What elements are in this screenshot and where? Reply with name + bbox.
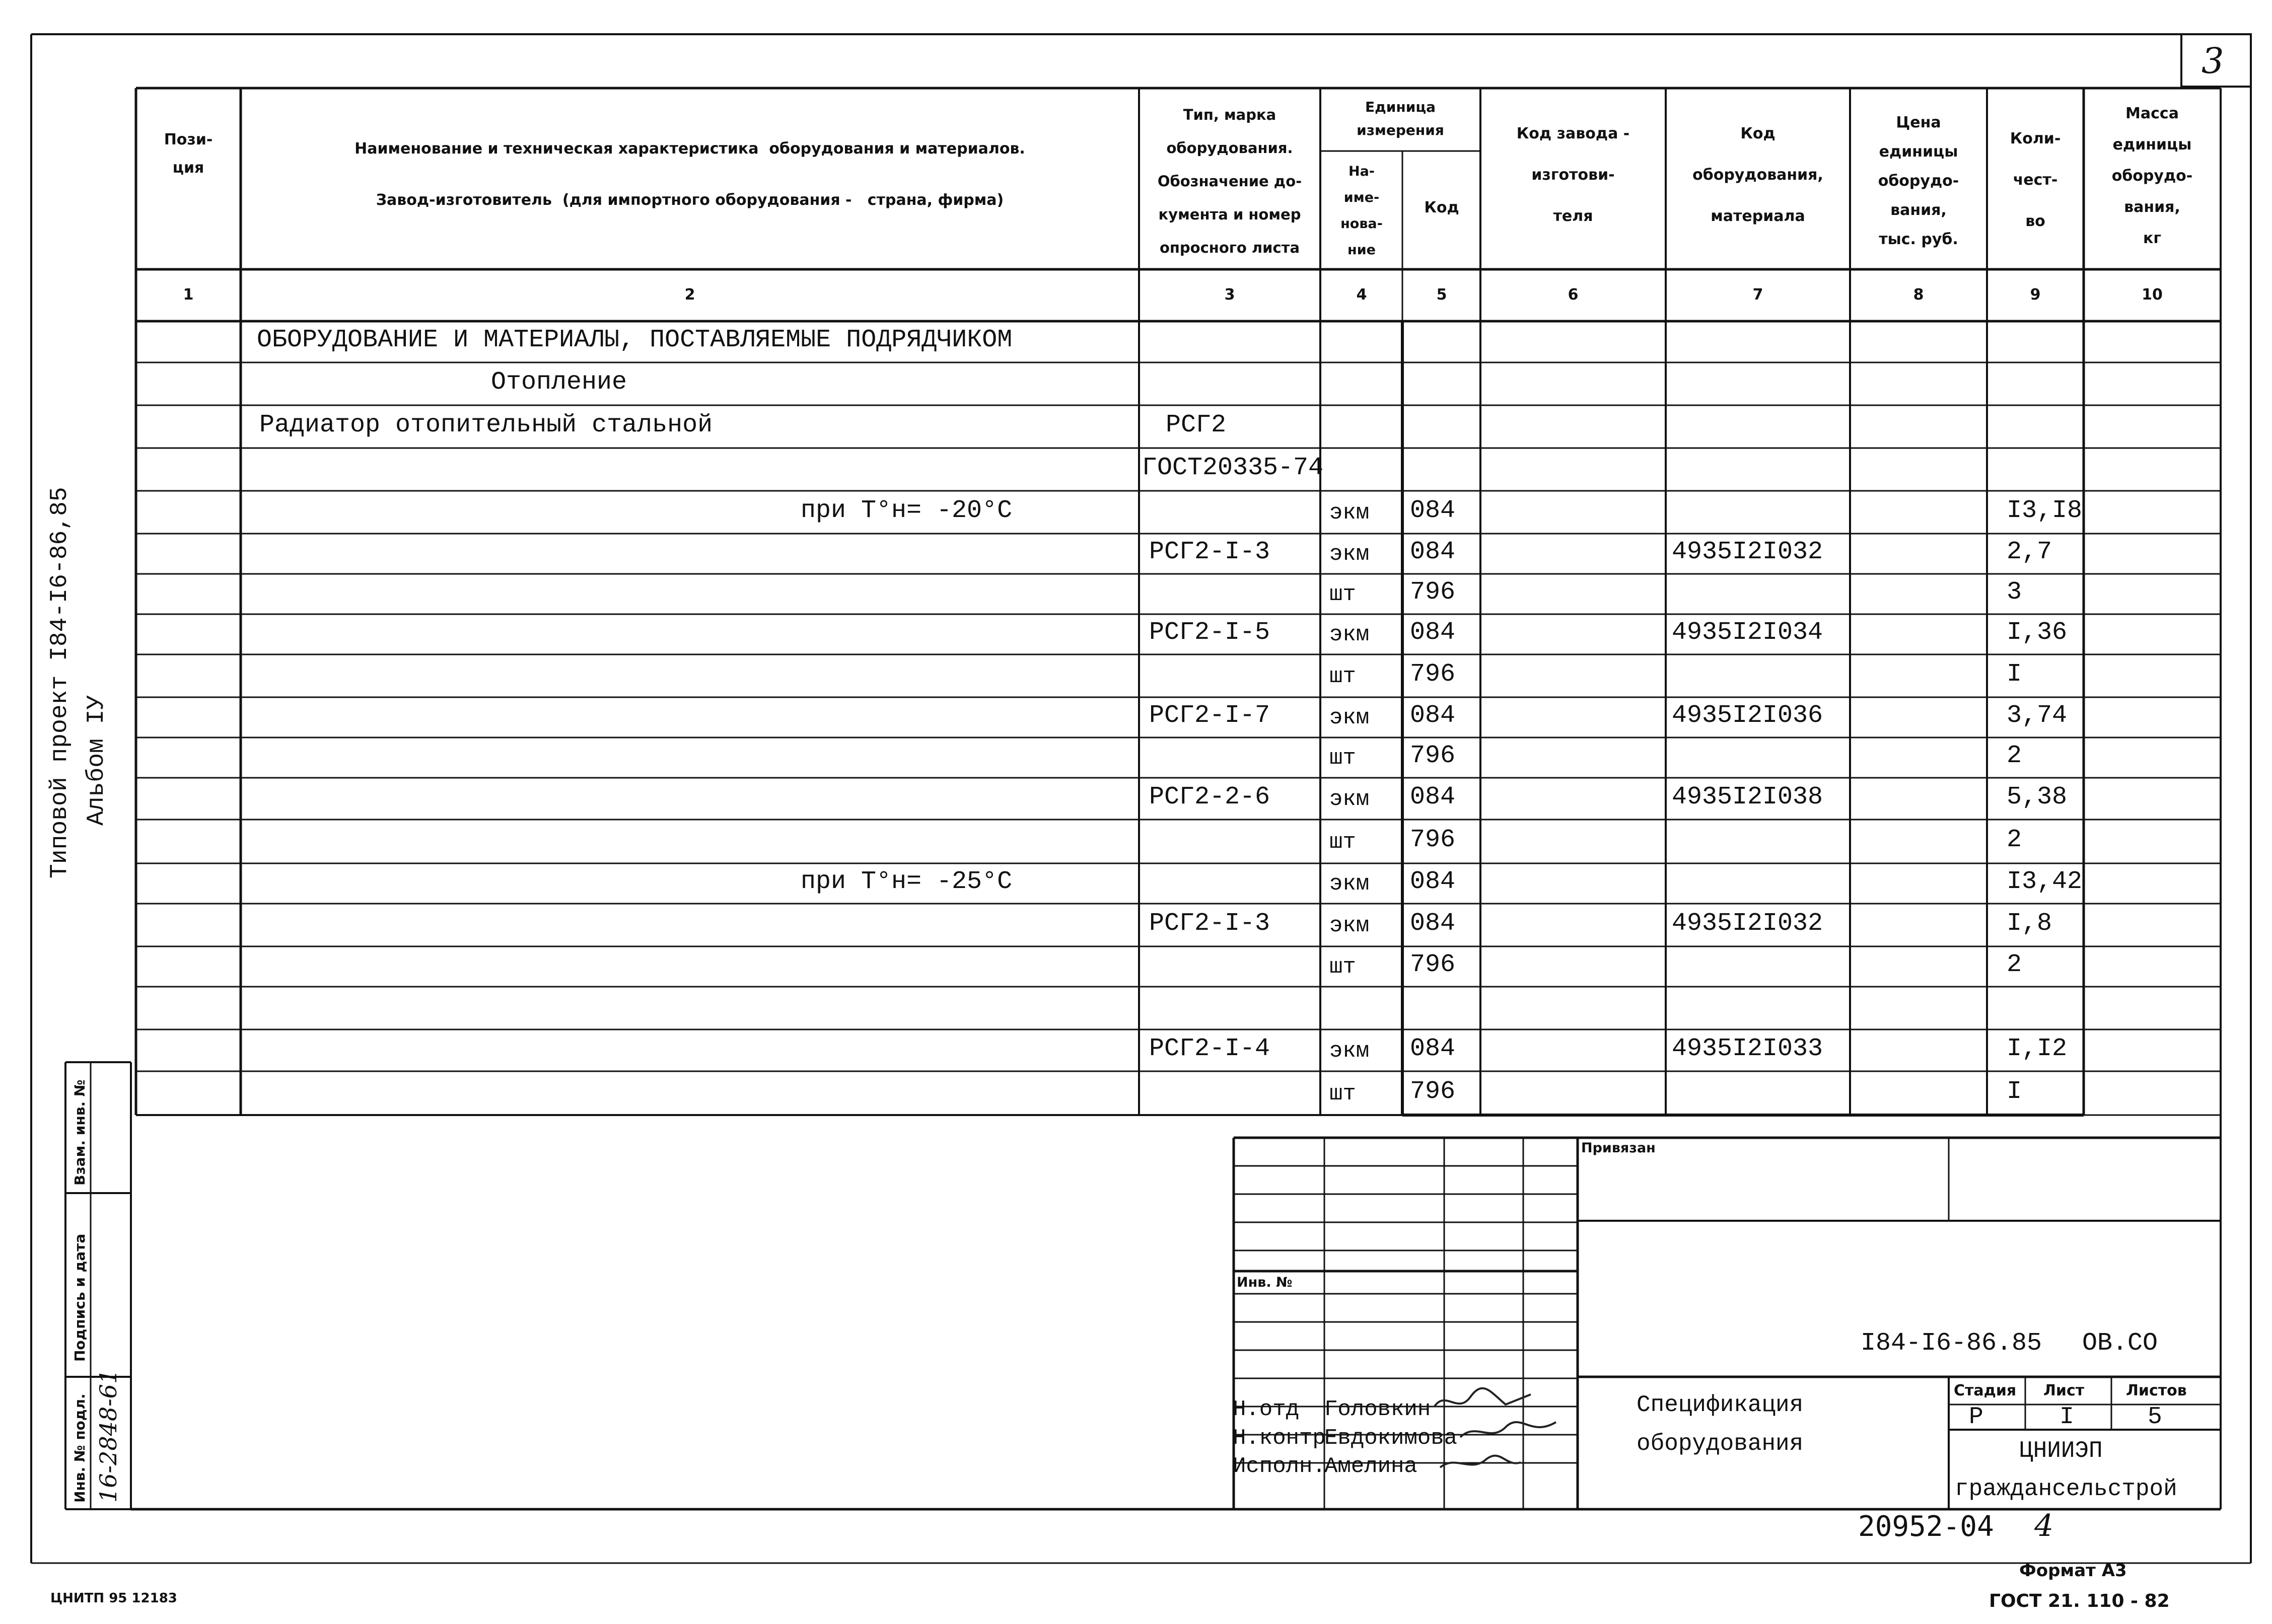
signature-marks: [1430, 1387, 1601, 1488]
stamp-orig-inv: Инв. № подл.: [72, 1393, 88, 1503]
tb-sheets: 5: [2148, 1404, 2162, 1431]
header-col-2-line1: Наименование и техническая характеристика оборудования и материалов.: [354, 140, 1025, 158]
cell-ucode: 796: [1410, 1077, 1456, 1106]
stamp-sign-date: Подпись и дата: [72, 1233, 88, 1362]
cell-ucode: 084: [1410, 782, 1456, 811]
cell-ucode: 084: [1410, 618, 1456, 647]
cell-unit: шт: [1329, 829, 1356, 855]
col-num-2: 2: [684, 286, 695, 304]
tb-staff-role-3: Исполн.: [1233, 1454, 1326, 1479]
cell-unit: шт: [1329, 954, 1356, 980]
cell-qty: 5,38: [2007, 782, 2068, 811]
col-num-4: 4: [1356, 286, 1367, 304]
cell-type: РСГ2-2-6: [1149, 782, 1270, 811]
cell-unit: экм: [1329, 705, 1370, 730]
print-mark: ЦНИТП 95 12183: [50, 1591, 177, 1606]
header-col-7: Код оборудования, материала: [1692, 125, 1823, 225]
cell-name: Отопление: [491, 367, 627, 397]
table-row: [0, 904, 2272, 946]
tb-doc-suffix: ОВ.СО: [2082, 1329, 2158, 1358]
cell-unit: шт: [1329, 746, 1356, 771]
archive-sheet: 4: [2034, 1508, 2054, 1543]
tb-title-line1: Спецификация: [1637, 1392, 1804, 1418]
tb-staff-name-1: Головкин: [1324, 1397, 1431, 1422]
tb-stage-label: Стадия: [1954, 1382, 2017, 1399]
cell-type: РСГ2-I-5: [1149, 618, 1270, 647]
cell-ucode: 796: [1410, 742, 1456, 770]
cell-qty: 3: [2007, 578, 2022, 607]
cell-unit: экм: [1329, 786, 1370, 812]
header-col-2-line2: Завод-изготовитель (для импортного оборудования - страна, фирма): [376, 191, 1004, 209]
table-row: [0, 362, 2272, 405]
table-row: [0, 574, 2272, 614]
cell-unit: экм: [1329, 622, 1370, 647]
table-row: [0, 405, 2272, 448]
tb-org-line1: ЦНИИЭП: [2019, 1438, 2103, 1464]
archive-number: 20952-04: [1858, 1510, 1994, 1543]
cell-qty: I: [2007, 659, 2022, 689]
cell-qty: I,I2: [2007, 1034, 2068, 1063]
tb-doc-code: I84-I6-86.85: [1861, 1329, 2042, 1358]
header-col-6: Код завода - изготови- теля: [1516, 125, 1630, 225]
cell-qty: I,8: [2007, 909, 2052, 938]
cell-qty: 2,7: [2007, 538, 2052, 566]
tb-title-line2: оборудования: [1637, 1431, 1804, 1457]
table-row: [0, 321, 2272, 362]
cell-type: РСГ2-I-3: [1149, 909, 1270, 938]
tb-sheet-label: Лист: [2043, 1382, 2085, 1399]
cell-unit: шт: [1329, 1081, 1356, 1106]
cell-type: РСГ2-I-7: [1149, 701, 1270, 730]
cell-qty: 2: [2007, 825, 2022, 854]
side-project-code: Типовой проект I84-I6-86,85: [46, 487, 74, 878]
col-num-6: 6: [1568, 286, 1579, 304]
table-row: [0, 614, 2272, 654]
cell-ecode: 4935I2I032: [1672, 538, 1823, 566]
stamp-orig-inv-value: 16-2848-61: [95, 1369, 122, 1503]
header-col-10: Масса единицы оборудо- вания, кг: [2111, 105, 2193, 247]
cell-name: ОБОРУДОВАНИЕ И МАТЕРИАЛЫ, ПОСТАВЛЯЕМЫЕ ПОДРЯДЧИКОМ: [257, 326, 1013, 354]
table-row: [0, 987, 2272, 1029]
col-num-5: 5: [1436, 286, 1447, 304]
stamp-replace-inv: Взам. инв. №: [72, 1079, 88, 1186]
cell-qty: 2: [2007, 742, 2022, 770]
header-col-3: Тип, марка оборудования. Обозначение до- кумента и номер опросного листа: [1157, 106, 1302, 256]
cell-name: при Т°н= -20°С: [801, 496, 1013, 525]
cell-type: ГОСТ20335-74: [1142, 453, 1324, 482]
tb-inv-no: Инв. №: [1237, 1275, 1293, 1290]
cell-qty: I3,I8: [2007, 496, 2083, 525]
cell-name: при Т°н= -25°С: [801, 867, 1013, 896]
col-num-8: 8: [1913, 286, 1924, 304]
cell-unit: шт: [1329, 663, 1356, 689]
cell-ucode: 084: [1410, 909, 1456, 938]
side-album: Альбом IУ: [83, 695, 110, 826]
cell-qty: 3,74: [2007, 701, 2068, 730]
table-row: [0, 534, 2272, 574]
cell-unit: шт: [1329, 582, 1356, 607]
cell-unit: экм: [1329, 542, 1370, 567]
cell-name: Радиатор отопительный стальной: [259, 410, 713, 439]
gost-label: ГОСТ 21. 110 - 82: [1989, 1591, 2170, 1611]
tb-org-line2: граждансельстрой: [1955, 1476, 2177, 1502]
col-num-7: 7: [1752, 286, 1763, 304]
cell-type: РСГ2: [1166, 410, 1227, 439]
header-col-4: На- име- нова- ние: [1340, 164, 1383, 258]
sheet-number: 3: [2202, 40, 2224, 82]
header-col-8: Цена единицы оборудо- вания, тыс. руб.: [1878, 114, 1959, 248]
cell-ucode: 796: [1410, 950, 1456, 979]
table-row: [0, 491, 2272, 534]
cell-ecode: 4935I2I038: [1672, 782, 1823, 811]
header-col-5: Код: [1424, 199, 1459, 216]
cell-ucode: 796: [1410, 578, 1456, 607]
table-row: [0, 737, 2272, 778]
cell-ecode: 4935I2I032: [1672, 909, 1823, 938]
cell-type: РСГ2-I-3: [1149, 538, 1270, 566]
tb-staff-name-3: Амелина: [1324, 1454, 1417, 1479]
cell-ucode: 084: [1410, 1034, 1456, 1063]
table-row: [0, 1071, 2272, 1115]
col-num-9: 9: [2030, 286, 2041, 304]
format-label: Формат А3: [2019, 1561, 2127, 1581]
table-row: [0, 946, 2272, 987]
cell-ucode: 084: [1410, 496, 1456, 525]
table-row: [0, 448, 2272, 491]
cell-type: РСГ2-I-4: [1149, 1034, 1270, 1063]
table-row: [0, 820, 2272, 863]
cell-unit: экм: [1329, 913, 1370, 938]
table-row: [0, 863, 2272, 904]
table-row: [0, 778, 2272, 820]
cell-ucode: 796: [1410, 659, 1456, 689]
table-row: [0, 697, 2272, 737]
cell-ucode: 084: [1410, 867, 1456, 896]
cell-qty: I: [2007, 1077, 2022, 1106]
cell-qty: I,36: [2007, 618, 2068, 647]
cell-ecode: 4935I2I033: [1672, 1034, 1823, 1063]
cell-ucode: 084: [1410, 701, 1456, 730]
cell-ecode: 4935I2I036: [1672, 701, 1823, 730]
header-col-9: Коли- чест- во: [2010, 130, 2061, 230]
tb-sheets-label: Листов: [2126, 1382, 2187, 1399]
table-row: [0, 1029, 2272, 1071]
tb-sheet: I: [2060, 1404, 2074, 1431]
cell-ucode: 796: [1410, 825, 1456, 854]
cell-ecode: 4935I2I034: [1672, 618, 1823, 647]
tb-staff-role-2: Н.контр: [1233, 1426, 1326, 1451]
tb-staff-name-2: Евдокимова: [1324, 1426, 1458, 1451]
cell-qty: I3,42: [2007, 867, 2083, 896]
col-num-1: 1: [183, 286, 194, 304]
cell-ucode: 084: [1410, 538, 1456, 566]
header-unit-group: Единица измерения: [1357, 99, 1444, 138]
table-row: [0, 654, 2272, 697]
tb-stage: Р: [1969, 1404, 1983, 1431]
col-num-10: 10: [2142, 286, 2163, 304]
cell-unit: экм: [1329, 500, 1370, 526]
cell-qty: 2: [2007, 950, 2022, 979]
tb-privyazan: Привязан: [1581, 1140, 1656, 1156]
header-col-1: Пози- ция: [164, 131, 213, 177]
cell-unit: экм: [1329, 871, 1370, 897]
col-num-3: 3: [1224, 286, 1235, 304]
tb-staff-role-1: Н.отд: [1233, 1397, 1300, 1422]
cell-unit: экм: [1329, 1038, 1370, 1064]
